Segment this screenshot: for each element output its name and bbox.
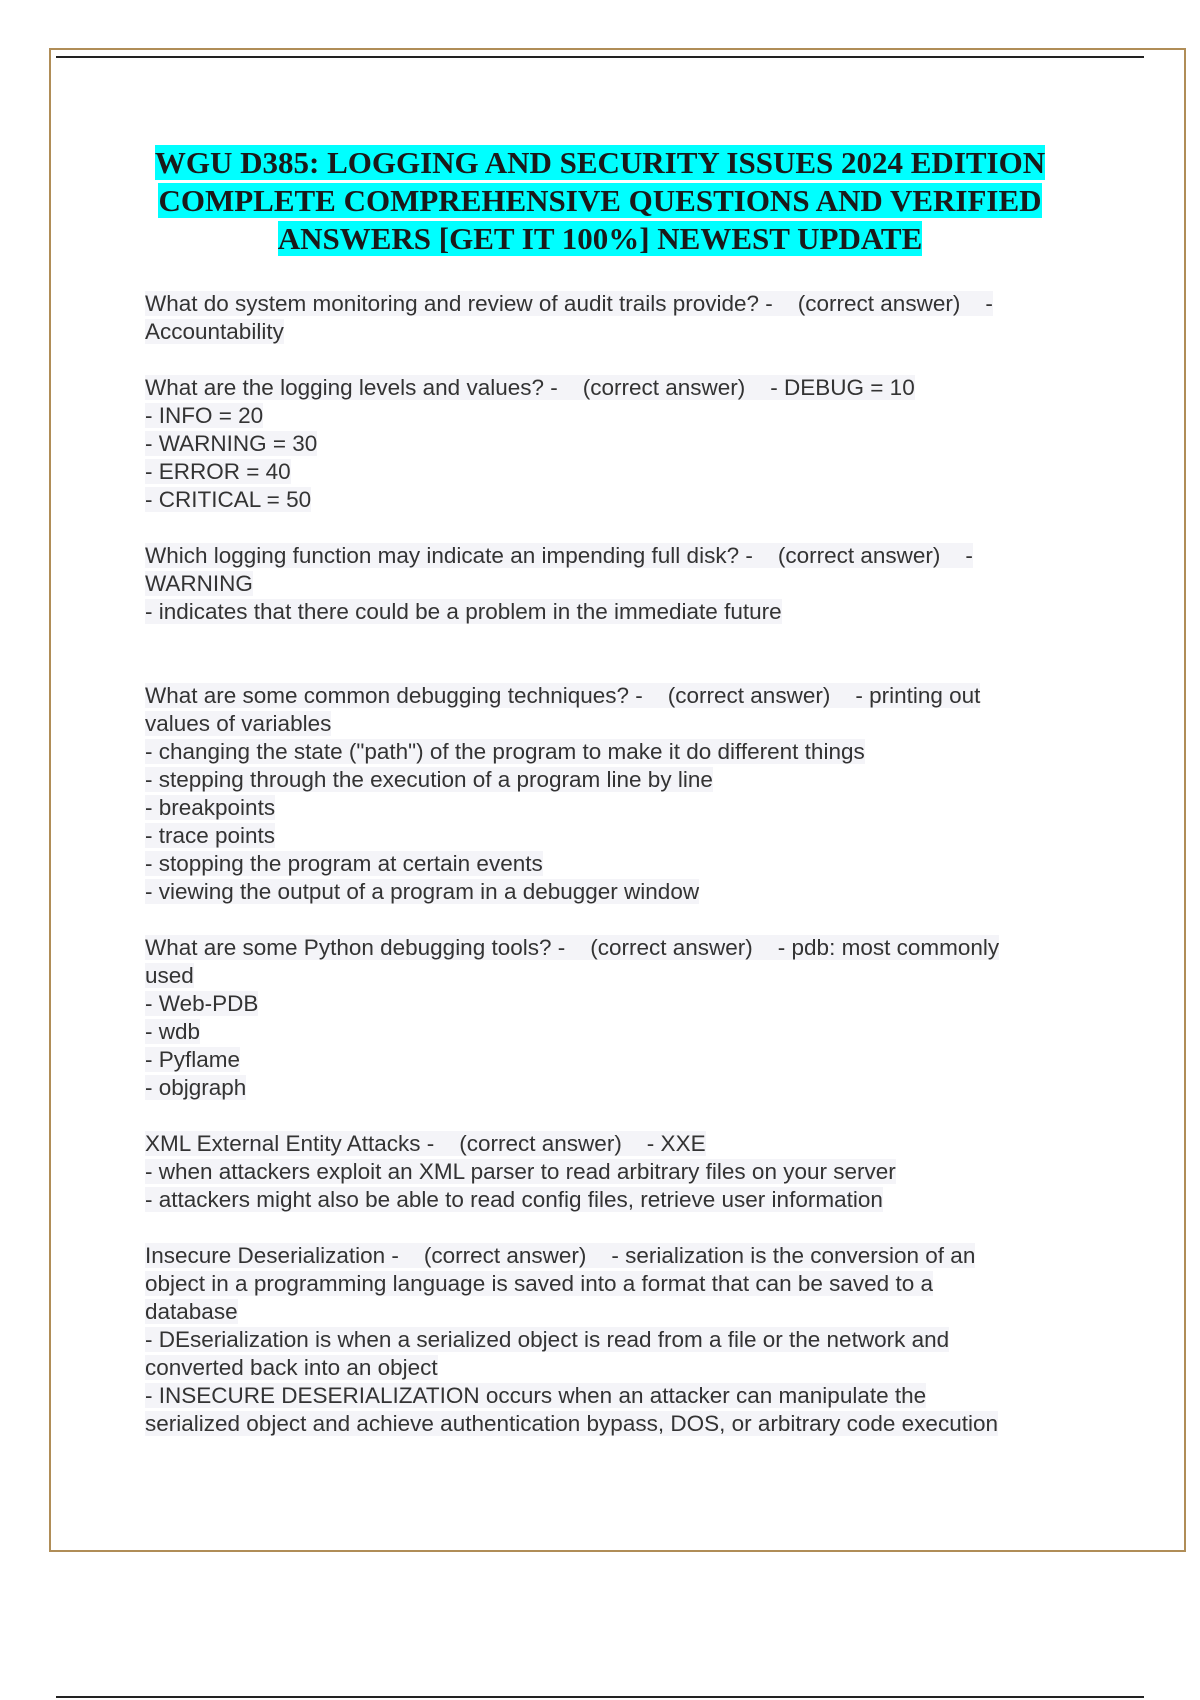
qa-line bbox=[145, 1298, 1080, 1326]
qa-line bbox=[145, 290, 1080, 318]
qa-line bbox=[145, 990, 1080, 1018]
qa-line-text: - CRITICAL = 50 bbox=[145, 487, 312, 512]
qa-line-text: object in a programming language is saved into a format that can be saved to a bbox=[145, 1271, 933, 1296]
qa-line-text: - stopping the program at certain events bbox=[145, 851, 543, 876]
qa-line bbox=[145, 822, 1080, 850]
qa-line bbox=[145, 1242, 1080, 1270]
qa-line bbox=[145, 794, 1080, 822]
qa-line-text: - WARNING = 30 bbox=[145, 431, 318, 456]
qa-line-text: values of variables bbox=[145, 711, 332, 736]
qa-line bbox=[145, 598, 1080, 626]
qa-line bbox=[145, 850, 1080, 878]
qa-line bbox=[145, 1382, 1080, 1410]
qa-line bbox=[145, 374, 1080, 402]
qa-line-text: converted back into an object bbox=[145, 1355, 438, 1380]
qa-line-text: WARNING bbox=[145, 571, 253, 596]
qa-line-text: - INFO = 20 bbox=[145, 403, 264, 428]
qa-line bbox=[145, 458, 1080, 486]
qa-line bbox=[145, 934, 1080, 962]
qa-item-audit-trails bbox=[145, 290, 1080, 346]
qa-line-text: - DEserialization is when a serialized object is read from a file or the network and bbox=[145, 1327, 950, 1352]
qa-line bbox=[145, 738, 1080, 766]
qa-line bbox=[145, 1354, 1080, 1382]
qa-line bbox=[145, 1018, 1080, 1046]
document-title bbox=[120, 144, 1080, 258]
qa-item-xxe bbox=[145, 1130, 1080, 1214]
qa-line-text: - INSECURE DESERIALIZATION occurs when an attacker can manipulate the bbox=[145, 1383, 927, 1408]
bottom-rule bbox=[56, 1696, 1144, 1698]
qa-line-text: Insecure Deserialization - (correct answer) - serialization is the conversion of an bbox=[145, 1243, 976, 1268]
title-line-1: WGU D385: LOGGING AND SECURITY ISSUES 2024 EDITION bbox=[154, 145, 1046, 180]
qa-line bbox=[145, 1186, 1080, 1214]
qa-item-insecure-deserialization bbox=[145, 1242, 1080, 1438]
qa-line-text: Accountability bbox=[145, 319, 284, 344]
qa-line-text: - indicates that there could be a problem in the immediate future bbox=[145, 599, 782, 624]
qa-line-text: - Pyflame bbox=[145, 1047, 241, 1072]
qa-line-text: - breakpoints bbox=[145, 795, 276, 820]
qa-line-text: - attackers might also be able to read config files, retrieve user information bbox=[145, 1187, 883, 1212]
qa-line-text: used bbox=[145, 963, 194, 988]
qa-line-text: What are some Python debugging tools? - (correct answer) - pdb: most commonly bbox=[145, 935, 1000, 960]
qa-line bbox=[145, 486, 1080, 514]
qa-line-text: What are the logging levels and values? - (correct answer) - DEBUG = 10 bbox=[145, 375, 915, 400]
qa-item-debugging-techniques bbox=[145, 682, 1080, 906]
qa-line bbox=[145, 570, 1080, 598]
qa-line-text: What are some common debugging techniques? - (correct answer) - printing out bbox=[145, 683, 981, 708]
qa-list bbox=[145, 290, 1080, 1466]
qa-line-text: - wdb bbox=[145, 1019, 201, 1044]
qa-line bbox=[145, 1158, 1080, 1186]
title-line-3: ANSWERS [GET IT 100%] NEWEST UPDATE bbox=[277, 221, 923, 256]
qa-line-text: - changing the state ("path") of the program to make it do different things bbox=[145, 739, 865, 764]
qa-line bbox=[145, 766, 1080, 794]
qa-line-text: database bbox=[145, 1299, 238, 1324]
qa-line-text: Which logging function may indicate an impending full disk? - (correct answer) - bbox=[145, 543, 973, 568]
qa-line bbox=[145, 682, 1080, 710]
qa-line bbox=[145, 1410, 1080, 1438]
qa-line-text: XML External Entity Attacks - (correct answer) - XXE bbox=[145, 1131, 706, 1156]
qa-line bbox=[145, 318, 1080, 346]
qa-line bbox=[145, 710, 1080, 738]
qa-line bbox=[145, 1130, 1080, 1158]
qa-line bbox=[145, 962, 1080, 990]
qa-line-text: - Web-PDB bbox=[145, 991, 259, 1016]
qa-line-text: - trace points bbox=[145, 823, 276, 848]
qa-item-python-tools bbox=[145, 934, 1080, 1102]
qa-line bbox=[145, 1074, 1080, 1102]
title-line-2: COMPLETE COMPREHENSIVE QUESTIONS AND VERIFIED bbox=[158, 183, 1042, 218]
qa-line-text: What do system monitoring and review of audit trails provide? - (correct answer) - bbox=[145, 291, 993, 316]
qa-line bbox=[145, 1046, 1080, 1074]
qa-item-full-disk bbox=[145, 542, 1080, 626]
qa-line bbox=[145, 402, 1080, 430]
qa-line bbox=[145, 430, 1080, 458]
qa-line-text: serialized object and achieve authentication bypass, DOS, or arbitrary code execution bbox=[145, 1411, 998, 1436]
qa-line bbox=[145, 1326, 1080, 1354]
qa-line-text: - ERROR = 40 bbox=[145, 459, 291, 484]
qa-line bbox=[145, 878, 1080, 906]
qa-line-text: - stepping through the execution of a program line by line bbox=[145, 767, 713, 792]
top-rule bbox=[56, 56, 1144, 58]
qa-line bbox=[145, 1270, 1080, 1298]
qa-item-logging-levels bbox=[145, 374, 1080, 514]
qa-line-text: - objgraph bbox=[145, 1075, 247, 1100]
qa-line bbox=[145, 542, 1080, 570]
qa-line-text: - when attackers exploit an XML parser to read arbitrary files on your server bbox=[145, 1159, 896, 1184]
qa-line-text: - viewing the output of a program in a debugger window bbox=[145, 879, 700, 904]
